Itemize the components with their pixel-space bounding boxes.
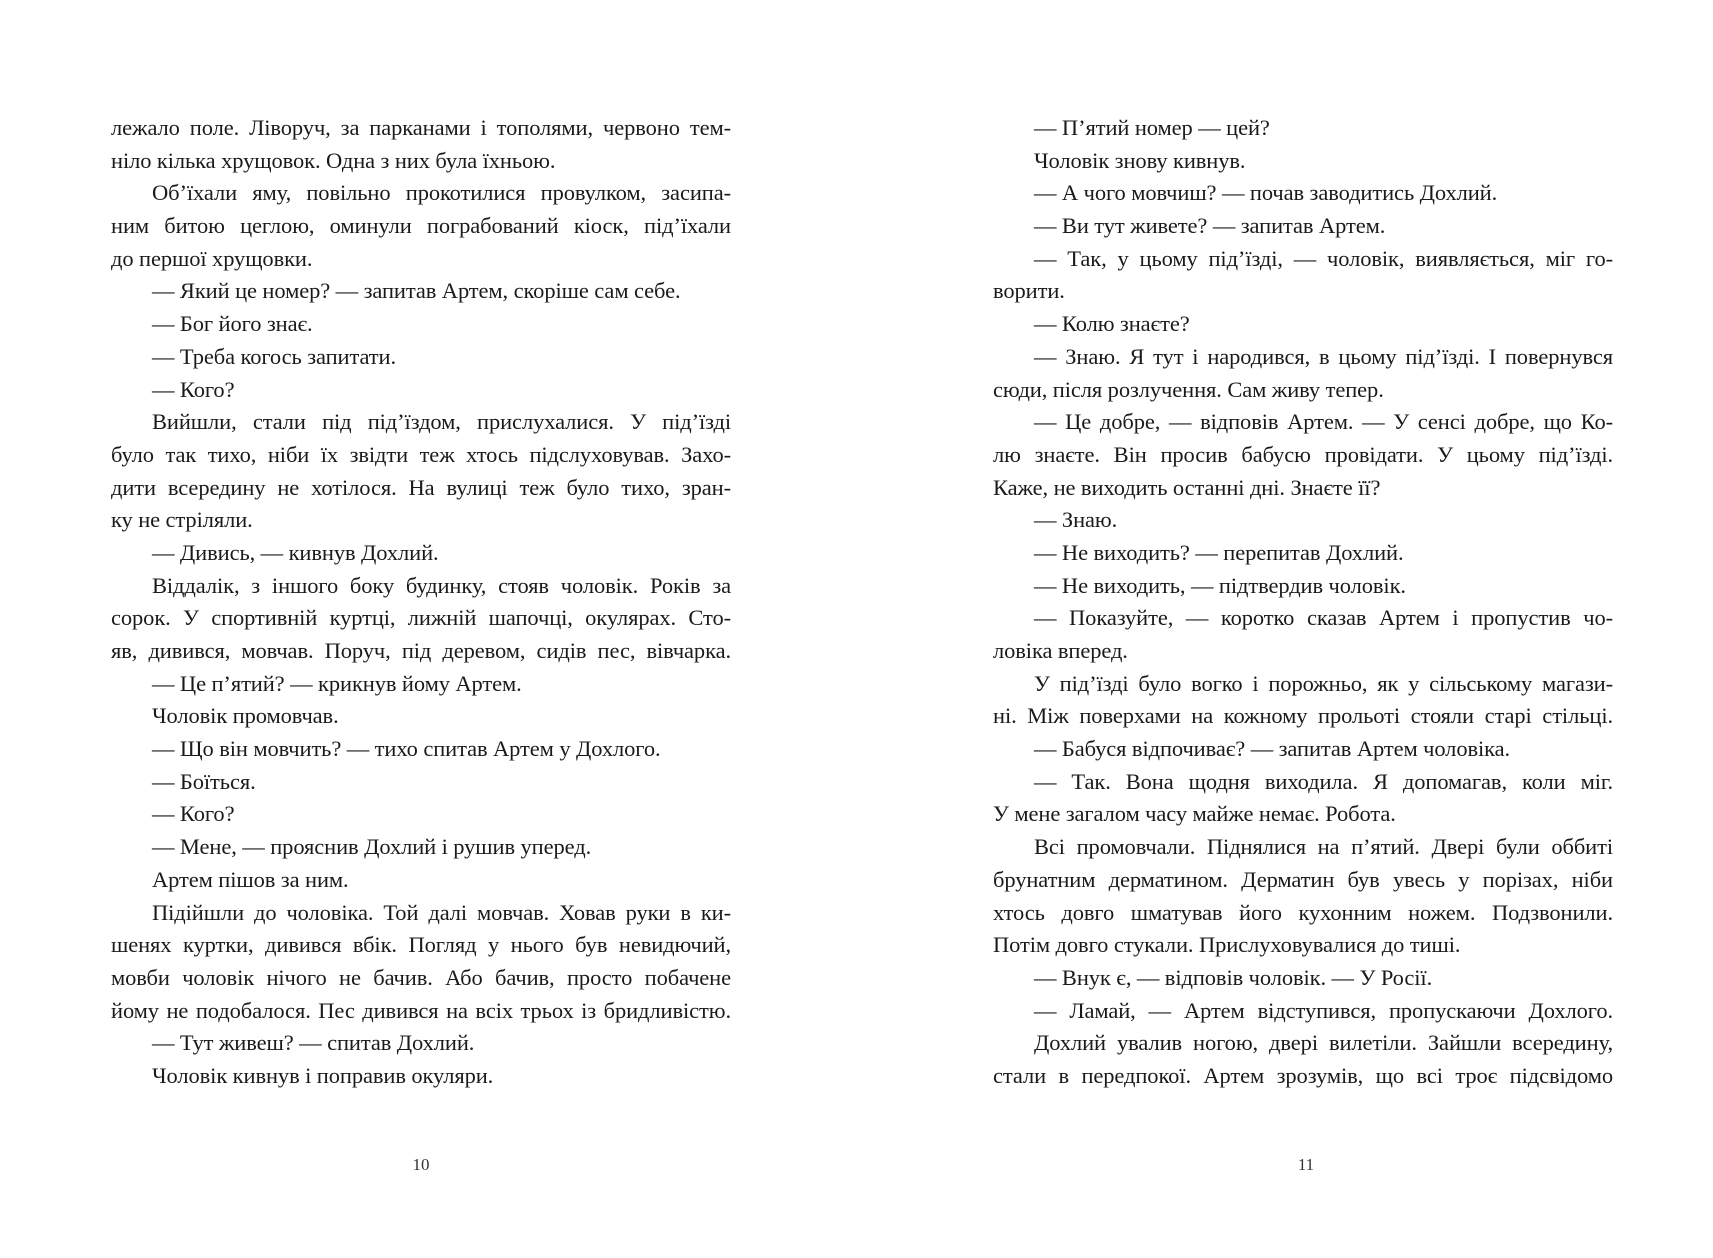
text-line: — П’ятий номер — цей? <box>1034 115 1270 140</box>
text-line: хтось довго шматував його кухонним ножем. Подзвонили. <box>993 899 1613 925</box>
text-line: У мене загалом часу майже немає. Робота. <box>993 801 1396 827</box>
text-line: — Знаю. <box>1034 507 1118 533</box>
text-line: — Треба когось запитати. <box>152 343 396 369</box>
text-line: — Дивись, — кивнув Дохлий. <box>152 539 439 565</box>
text-line: — Це добре, — відповів Артем. — У сенсі добре, що Ко- <box>1034 409 1613 435</box>
text-line: брунатним дерматином. Дерматин був увесь у порізах, ніби <box>993 866 1613 892</box>
text-line: — Кого? <box>152 376 235 402</box>
text-line: — Так. Вона щодня виходила. Я допомагав, коли міг. <box>1034 768 1613 794</box>
text-line: ні. Між поверхами на кожному прольоті стояли старі стільці. <box>993 703 1613 729</box>
text-line: — Тут живеш? — спитав Дохлий. <box>152 1030 475 1056</box>
text-line: Каже, не виходить останні дні. Знаєте її? <box>993 474 1381 500</box>
left-page-text <box>111 112 731 1093</box>
text-line: ним битою цеглою, оминули пограбований кіоск, під’їхали <box>111 213 731 239</box>
text-line: Всі промовчали. Піднялися на п’ятий. Двері були оббиті <box>1034 834 1613 860</box>
text-line: Артем пішов за ним. <box>152 866 349 892</box>
text-line: — Не виходить, — підтвердив чоловік. <box>1034 572 1406 598</box>
text-line: — Який це номер? — запитав Артем, скоріше сам себе. <box>152 278 681 304</box>
text-line: ніло кілька хрущовок. Одна з них була їхньою. <box>111 147 556 173</box>
right-page-number: 11 <box>1297 1155 1315 1174</box>
text-line: ку не стріляли. <box>111 507 253 533</box>
text-line: — Мене, — прояснив Дохлий і рушив уперед. <box>152 834 592 860</box>
text-line: — Не виходить? — перепитав Дохлий. <box>1034 539 1404 565</box>
text-line: Потім довго стукали. Прислуховувалися до тиші. <box>993 932 1461 958</box>
text-line: — Показуйте, — коротко сказав Артем і пропустив чо- <box>1034 605 1613 631</box>
text-line: мовби чоловік нічого не бачив. Або бачив, просто побачене <box>111 964 731 990</box>
text-line: стали в передпокої. Артем зрозумів, що всі троє підсвідомо <box>993 1062 1613 1088</box>
text-line: до першої хрущовки. <box>111 245 313 271</box>
text-line: — Знаю. Я тут і народився, в цьому під’їзді. І повернувся <box>1034 343 1613 369</box>
text-line: сюди, після розлучення. Сам живу тепер. <box>993 376 1384 402</box>
text-line: — Це п’ятий? — крикнув йому Артем. <box>152 670 522 696</box>
text-line: лю знаєте. Він просив бабусю провідати. У цьому під’їзді. <box>993 441 1613 467</box>
text-line: Дохлий увалив ногою, двері вилетіли. Зайшли всередину, <box>1034 1030 1613 1056</box>
text-line: Підійшли до чоловіка. Той далі мовчав. Ховав руки в ки- <box>152 899 731 925</box>
right-page-text <box>993 112 1613 1093</box>
text-line: ворити. <box>993 278 1065 304</box>
text-line: яв, дивився, мовчав. Поруч, під деревом, сидів пес, вівчарка. <box>111 638 731 663</box>
text-line: Чоловік кивнув і поправив окуляри. <box>152 1062 494 1088</box>
text-line: — Внук є, — відповів чоловік. — У Росії. <box>1034 964 1433 990</box>
text-line: йому не подобалося. Пес дивився на всіх трьох із бридливістю. <box>111 997 731 1023</box>
text-line: дити всередину не хотілося. На вулиці теж було тихо, зран- <box>111 474 731 500</box>
text-line: Вийшли, стали під під’їздом, прислухалися. У під’їзді <box>152 409 731 435</box>
text-line: — Що він мовчить? — тихо спитав Артем у Дохлого. <box>152 736 661 762</box>
text-line: — Колю знаєте? <box>1034 311 1190 337</box>
text-line: — Ви тут живете? — запитав Артем. <box>1034 213 1386 239</box>
text-line: шенях куртки, дивився вбік. Погляд у нього був невидючий, <box>111 932 731 958</box>
text-line: — Боїться. <box>152 768 256 794</box>
text-line: ловіка вперед. <box>993 638 1128 663</box>
text-line: У під’їзді було вогко і порожньо, як у сільському магази- <box>1034 670 1613 696</box>
text-line: сорок. У спортивній куртці, лижній шапочці, окулярах. Сто- <box>111 605 731 631</box>
text-line: лежало поле. Ліворуч, за парканами і тополями, червоно тем- <box>111 115 731 140</box>
text-line: — Бог його знає. <box>152 311 313 337</box>
text-line: — Ламай, — Артем відступився, пропускаючи Дохлого. <box>1034 997 1613 1023</box>
text-line: — А чого мовчиш? — почав заводитись Дохлий. <box>1034 180 1498 206</box>
text-line: Віддалік, з іншого боку будинку, стояв чоловік. Років за <box>152 572 731 598</box>
text-line: — Так, у цьому під’їзді, — чоловік, виявляється, міг го- <box>1034 245 1613 271</box>
text-line: — Бабуся відпочиває? — запитав Артем чоловіка. <box>1034 736 1511 762</box>
text-line: було так тихо, ніби їх звідти теж хтось підслуховував. Захо- <box>111 441 731 467</box>
text-line: Чоловік промовчав. <box>152 703 339 729</box>
left-page-number: 10 <box>412 1155 430 1174</box>
text-line: — Кого? <box>152 801 235 827</box>
text-line: Чоловік знову кивнув. <box>1034 147 1246 173</box>
text-line: Об’їхали яму, повільно прокотилися провулком, засипа- <box>152 180 731 206</box>
